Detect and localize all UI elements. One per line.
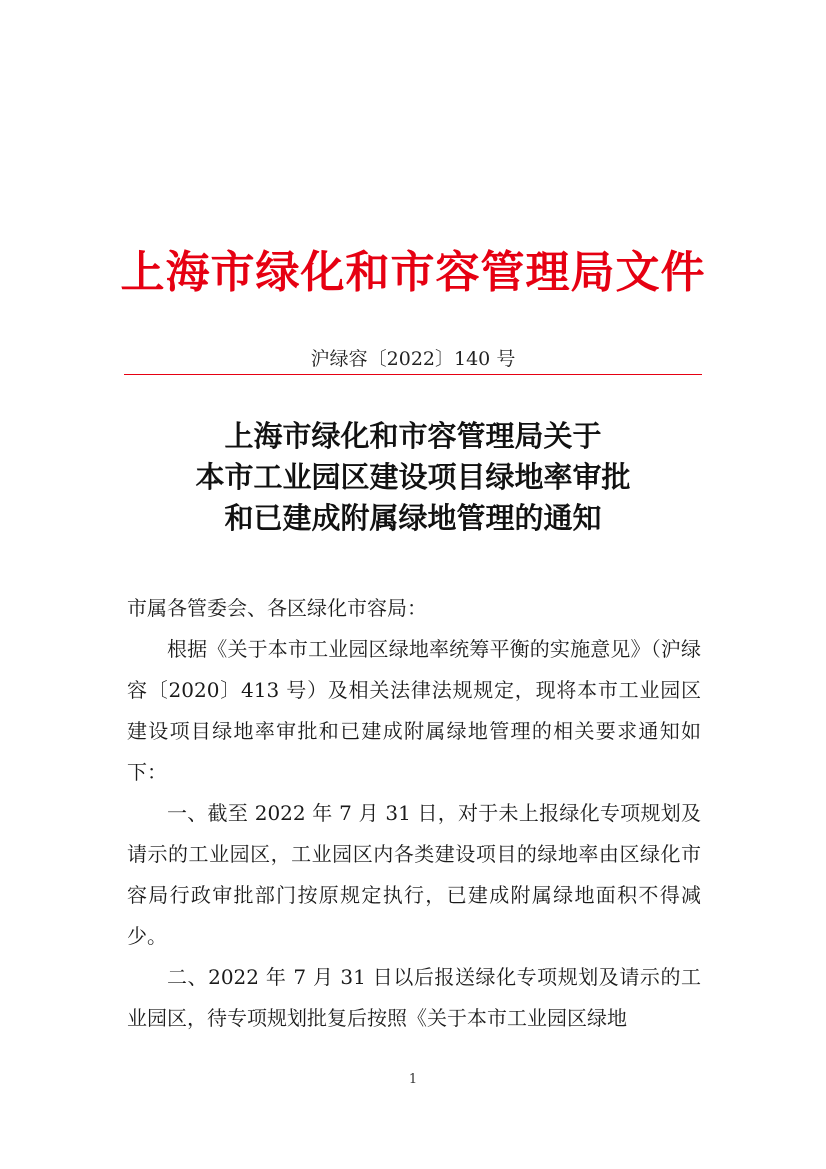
paragraph-intro: 根据《关于本市工业园区绿地率统筹平衡的实施意见》（沪绿容〔2020〕413 号）及相关法律法规规定，现将本市工业园区建设项目绿地率审批和已建成附属绿地管理的相关要求通知如下： (127, 637, 701, 784)
document-body (127, 588, 701, 1039)
salutation: 市属各管委会、各区绿化市容局： (127, 596, 427, 620)
document-title (0, 416, 826, 539)
title-line-2: 本市工业园区建设项目绿地率审批 (195, 460, 631, 494)
red-divider-line (124, 374, 702, 375)
title-line-1: 上海市绿化和市容管理局关于 (224, 419, 602, 453)
issuer-header: 上海市绿化和市容管理局文件 (120, 247, 706, 298)
title-line-3: 和已建成附属绿地管理的通知 (224, 501, 602, 535)
document-number: 沪绿容〔2022〕140 号 (310, 348, 516, 370)
page-number: 1 (408, 1072, 418, 1087)
paragraph-item-1: 一、截至 2022 年 7 月 31 日，对于未上报绿化专项规划及请示的工业园区，工业园区内各类建设项目的绿地率由区绿化市容局行政审批部门按原规定执行，已建成附属绿地面积不得减少。 (127, 801, 701, 948)
paragraph-item-2: 二、2022 年 7 月 31 日以后报送绿化专项规划及请示的工业园区，待专项规划批复后按照《关于本市工业园区绿地 (127, 965, 701, 1030)
